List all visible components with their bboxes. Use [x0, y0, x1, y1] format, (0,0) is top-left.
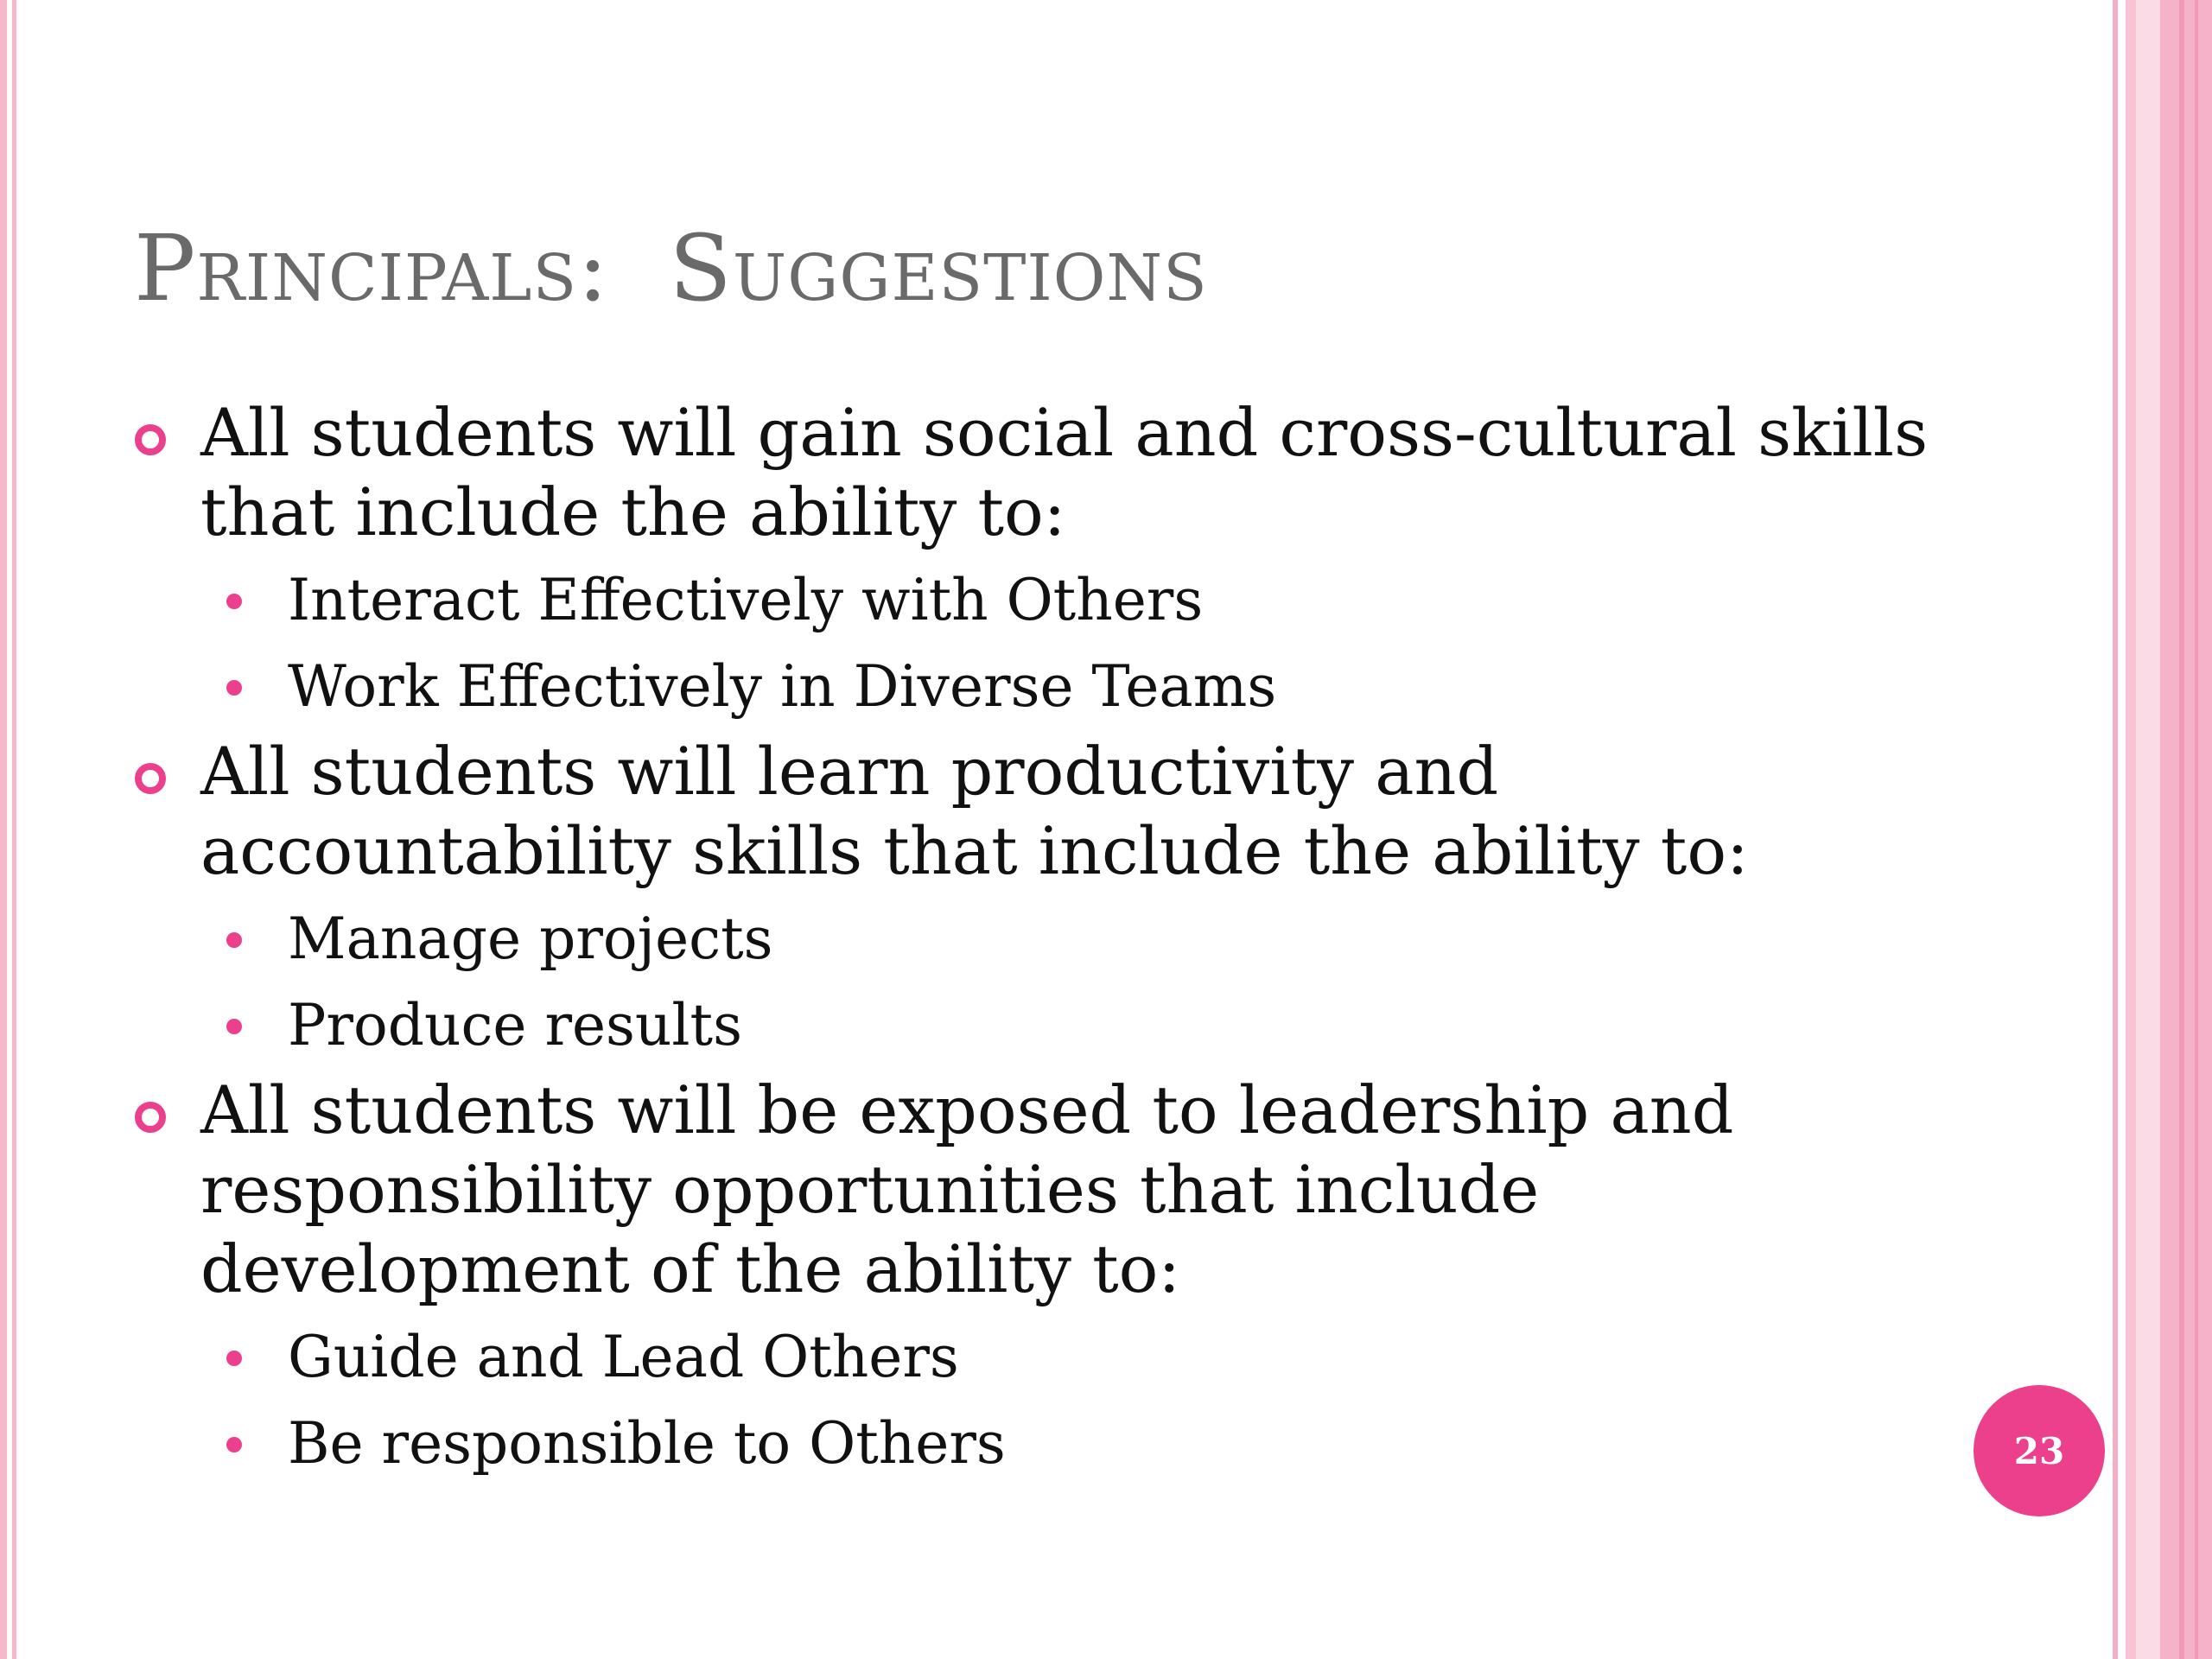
sub-bullet-item: [130, 644, 1987, 730]
slide-title: Principals: Suggestions: [134, 215, 1208, 321]
ring-bullet-icon: [135, 763, 166, 794]
left-border-line: [0, 0, 7, 1659]
sub-bullet-item: [130, 557, 1987, 644]
right-border-line: [2195, 0, 2198, 1659]
sub-bullet-text: Manage projects: [288, 906, 773, 972]
bullet-item: [130, 393, 1987, 552]
right-border-band: [2113, 0, 2118, 1659]
dot-bullet-icon: [226, 680, 242, 696]
left-border-line: [12, 0, 16, 1659]
bullet-item: [130, 732, 1987, 891]
right-border-band: [2126, 0, 2136, 1659]
dot-bullet-icon: [226, 1019, 242, 1034]
sub-bullet-item: [130, 1401, 1987, 1487]
bullet-content: [130, 393, 1987, 1489]
dot-bullet-icon: [226, 932, 242, 948]
bullet-text: All students will gain social and cross-cultural skills that include the ability to:: [200, 394, 1929, 550]
sub-bullet-item: [130, 896, 1987, 982]
page-number-badge: 23: [1974, 1385, 2105, 1516]
sub-bullet-text: Guide and Lead Others: [288, 1324, 959, 1390]
sub-bullet-item: [130, 1314, 1987, 1401]
sub-bullet-text: Work Effectively in Diverse Teams: [288, 653, 1277, 720]
sub-bullet-text: Be responsible to Others: [288, 1410, 1006, 1477]
dot-bullet-icon: [226, 1437, 242, 1452]
sub-bullet-item: [130, 982, 1987, 1069]
dot-bullet-icon: [226, 594, 242, 609]
ring-bullet-icon: [135, 1102, 166, 1133]
bullet-text: All students will learn productivity and accountability skills that include the ability to:: [200, 733, 1749, 889]
right-border-band: [2160, 0, 2212, 1659]
ring-bullet-icon: [135, 424, 166, 455]
bullet-text: All students will be exposed to leadership and responsibility opportunities that include development of the ability to:: [200, 1071, 1734, 1307]
sub-bullet-text: Interact Effectively with Others: [288, 567, 1204, 633]
right-border-band: [2136, 0, 2160, 1659]
dot-bullet-icon: [226, 1351, 242, 1366]
sub-bullet-text: Produce results: [288, 992, 742, 1058]
right-border-line: [2179, 0, 2184, 1659]
bullet-item: [130, 1071, 1987, 1309]
